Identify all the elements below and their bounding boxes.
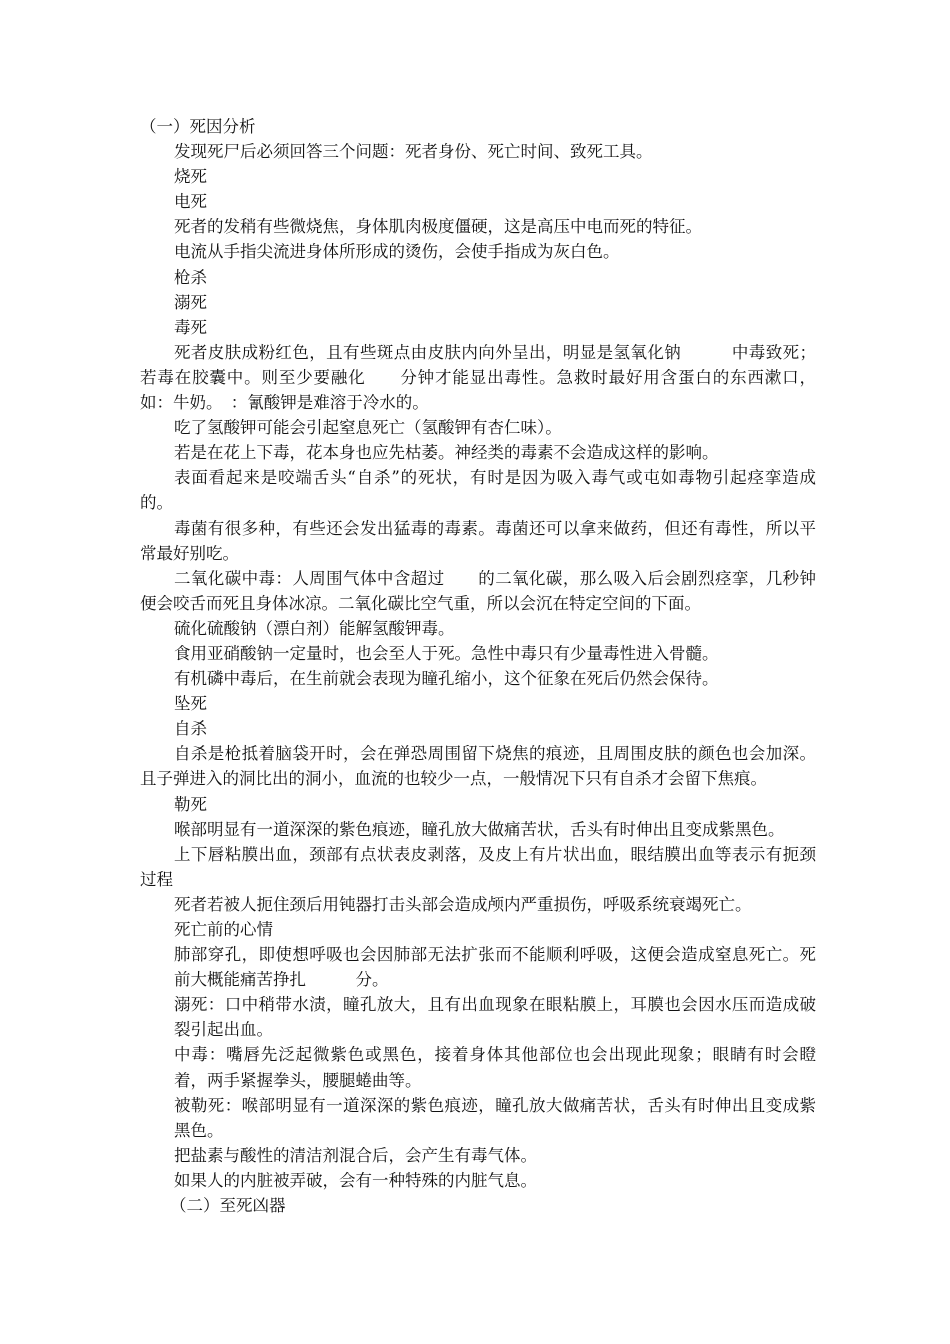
paragraph: 自杀 <box>174 719 207 739</box>
paragraph: 自杀是枪抵着脑袋开时，会在弹恐周围留下烧焦的痕迹，且周围皮肤的颜色也会加深。且子弹进入的洞比出的洞小，血流的也较少一点，一般情况下只有自杀才会留下焦痕。 <box>140 744 816 789</box>
paragraph: 死者的发稍有些微烧焦，身体肌肉极度僵硬，这是高压中电而死的特征。 <box>174 217 702 237</box>
paragraph: 食用亚硝酸钠一定量时，也会至人于死。急性中毒只有少量毒性进入骨髓。 <box>174 643 719 663</box>
paragraph: 坠死 <box>174 694 207 714</box>
paragraph: 吃了氢酸钾可能会引起窒息死亡（氢酸钾有杏仁味）。 <box>174 418 562 438</box>
paragraph: 死者若被人扼住颈后用钝器打击头部会造成颅内严重损伤，呼吸系统衰竭死亡。 <box>174 894 752 914</box>
paragraph: 溺死：口中稍带水渍，瞳孔放大，且有出血现象在眼粘膜上，耳膜也会因水压而造成破裂引起出血。 <box>174 995 816 1040</box>
paragraph: 烧死 <box>174 167 207 187</box>
paragraph: 毒死 <box>174 317 207 337</box>
paragraph: 勒死 <box>174 794 207 814</box>
paragraph: 把盐素与酸性的清洁剂混合后，会产生有毒气体。 <box>174 1145 537 1165</box>
document-body <box>140 114 816 1218</box>
paragraph: 死者皮肤成粉红色，且有些斑点由皮肤内向外呈出，明显是氢氧化钠 中毒致死；若毒在胶囊中。则至少要融化 分钟才能显出毒性。急救时最好用含蛋白的东西漱口，如：牛奶。 ：氰酸钾是难溶于冷水的。 <box>140 342 816 413</box>
paragraph: 如果人的内脏被弄破，会有一种特殊的内脏气息。 <box>174 1170 537 1190</box>
paragraph: 毒菌有很多种，有些还会发出猛毒的毒素。毒菌还可以拿来做药，但还有毒性，所以平常最好别吃。 <box>140 518 816 563</box>
paragraph: 喉部明显有一道深深的紫色痕迹，瞳孔放大做痛苦状，舌头有时伸出且变成紫黑色。 <box>174 819 785 839</box>
paragraph: 硫化硫酸钠（漂白剂）能解氢酸钾毒。 <box>174 618 455 638</box>
paragraph: 有机磷中毒后，在生前就会表现为瞳孔缩小，这个征象在死后仍然会保待。 <box>174 669 719 689</box>
paragraph: 溺死 <box>174 292 207 312</box>
paragraph: 中毒：嘴唇先泛起微紫色或黑色，接着身体其他部位也会出现此现象；眼睛有时会瞪着，两手紧握拳头，腰腿蜷曲等。 <box>174 1045 816 1090</box>
section-heading: （一）死因分析 <box>140 117 256 136</box>
paragraph: 被勒死：喉部明显有一道深深的紫色痕迹，瞳孔放大做痛苦状，舌头有时伸出且变成紫黑色。 <box>174 1095 816 1140</box>
paragraph: 表面看起来是咬端舌头“自杀”的死状，有时是因为吸入毒气或屯如毒物引起痉挛造成的。 <box>140 468 816 513</box>
paragraph: 若是在花上下毒，花本身也应先枯萎。神经类的毒素不会造成这样的影响。 <box>174 443 719 463</box>
paragraph: 上下唇粘膜出血，颈部有点状表皮剥落，及皮上有片状出血，眼结膜出血等表示有扼颈过程 <box>140 844 816 889</box>
paragraph: 发现死尸后必须回答三个问题：死者身份、死亡时间、致死工具。 <box>174 142 653 162</box>
paragraph: 二氧化碳中毒：人周围气体中含超过 的二氧化碳，那么吸入后会剧烈痉挛，几秒钟便会咬舌而死且身体冰凉。二氧化碳比空气重，所以会沉在特定空间的下面。 <box>140 568 816 613</box>
paragraph: 枪杀 <box>174 267 207 287</box>
paragraph: 死亡前的心情 <box>174 920 273 939</box>
paragraph: 电死 <box>174 192 207 212</box>
paragraph: 肺部穿孔，即使想呼吸也会因肺部无法扩张而不能顺利呼吸，这便会造成窒息死亡。死前大概能痛苦挣扎 分。 <box>174 945 816 990</box>
section-heading: （二）至死凶器 <box>170 1196 286 1216</box>
paragraph: 电流从手指尖流进身体所形成的烫伤，会使手指成为灰白色。 <box>174 242 620 262</box>
